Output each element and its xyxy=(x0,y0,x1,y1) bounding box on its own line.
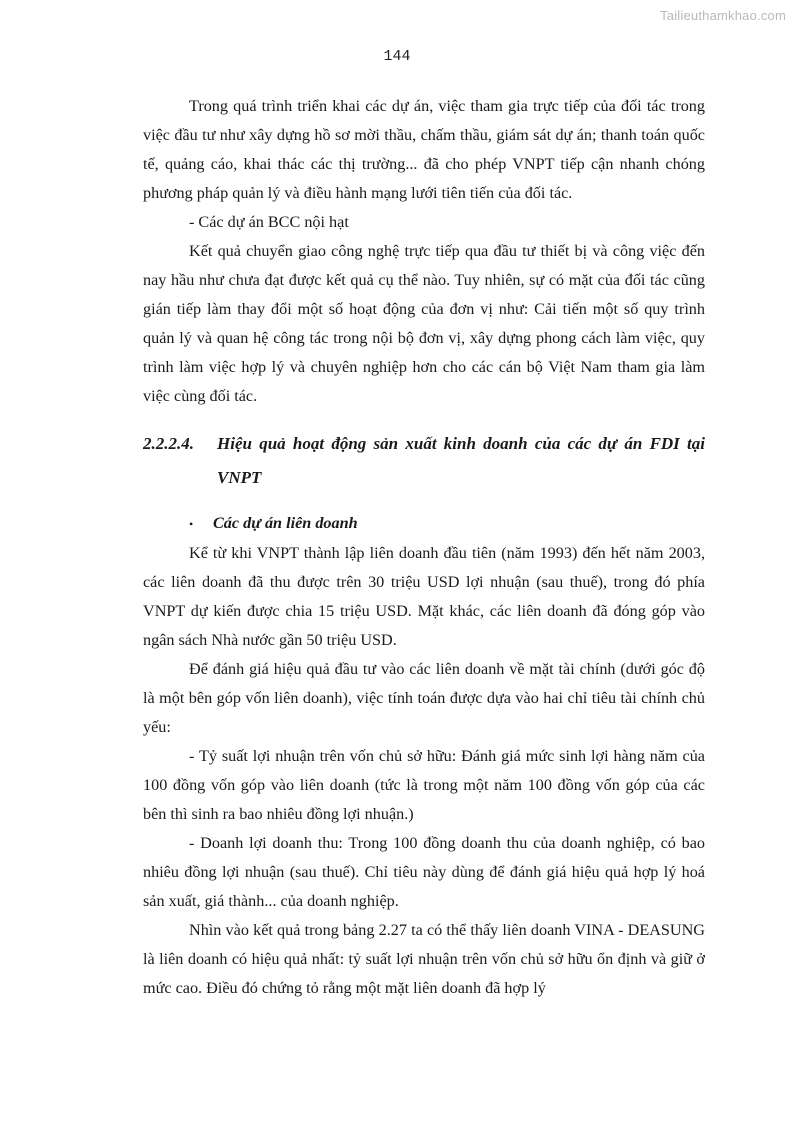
page-number: 144 xyxy=(383,48,411,65)
paragraph-jv-profits: Kể từ khi VNPT thành lập liên doanh đầu tiên (năm 1993) đến hết năm 2003, các liên doanh đã thu được trên 30 triệu USD lợi nhuận (sau thuế), trong đó phía VNPT dự kiến được chia 15 triệu USD. Mặt khác, các liên doanh đã đóng góp vào ngân sách Nhà nước gần 50 triệu USD. xyxy=(143,544,705,649)
watermark-text: Tailieuthamkhao.com xyxy=(660,8,786,23)
paragraph-project-deployment: Trong quá trình triển khai các dự án, việc tham gia trực tiếp của đối tác trong việc đầu tư như xây dựng hồ sơ mời thầu, chấm thầu, giám sát dự án; thanh toán quốc tế, quảng cáo, khai thác các thị trường... đã cho phép VNPT tiếp cận nhanh chóng phương pháp quản lý và điều hành mạng lưới tiên tiến của đối tác. xyxy=(143,97,705,202)
paragraph-return-on-sales: - Doanh lợi doanh thu: Trong 100 đồng doanh thu của doanh nghiệp, có bao nhiêu đồng lợi nhuận (sau thuế). Chỉ tiêu này dùng để đánh giá hiệu quả hợp lý hoá sản xuất, giá thành... của doanh nghiệp. xyxy=(143,834,705,910)
subitem-bcc-projects: - Các dự án BCC nội hạt xyxy=(189,213,349,231)
paragraph-return-on-equity: - Tỷ suất lợi nhuận trên vốn chủ sở hữu: Đánh giá mức sinh lợi hàng năm của 100 đồng vốn góp vào liên doanh (tức là trong một năm 100 đồng vốn góp của các bên thì sinh ra bao nhiêu đồng lợi nhuận.) xyxy=(143,747,705,823)
paragraph-technology-transfer: Kết quả chuyển giao công nghệ trực tiếp qua đầu tư thiết bị và công việc đến nay hầu như chưa đạt được kết quả cụ thể nào. Tuy nhiên, sự có mặt của đối tác cũng gián tiếp làm thay đổi một số hoạt động của đơn vị như: Cải tiến một số quy trình quản lý và quan hệ công tác trong nội bộ đơn vị, xây dựng phong cách làm việc, quy trình làm việc hợp lý và chuyên nghiệp hơn cho các cán bộ Việt Nam tham gia làm việc cùng đối tác. xyxy=(143,242,705,405)
bullet-label: Các dự án liên doanh xyxy=(213,514,358,532)
paragraph-vina-deasung: Nhìn vào kết quả trong bảng 2.27 ta có thể thấy liên doanh VINA - DEASUNG là liên doanh có hiệu quả nhất: tỷ suất lợi nhuận trên vốn chủ sở hữu ổn định và giữ ở mức cao. Điều đó chứng tỏ rằng một mặt liên doanh đã hợp lý xyxy=(143,921,705,997)
section-heading xyxy=(143,427,705,495)
bullet-icon: • xyxy=(189,517,194,531)
bullet-joint-ventures xyxy=(143,509,705,539)
document-body xyxy=(143,92,705,1003)
section-number: 2.2.2.4. xyxy=(143,434,194,453)
section-title: Hiệu quả hoạt động sản xuất kinh doanh của các dự án FDI tại VNPT xyxy=(217,434,705,487)
paragraph-financial-evaluation: Để đánh giá hiệu quả đầu tư vào các liên doanh về mặt tài chính (dưới góc độ là một bên góp vốn liên doanh), việc tính toán được dựa vào hai chỉ tiêu tài chính chủ yếu: xyxy=(143,660,705,736)
